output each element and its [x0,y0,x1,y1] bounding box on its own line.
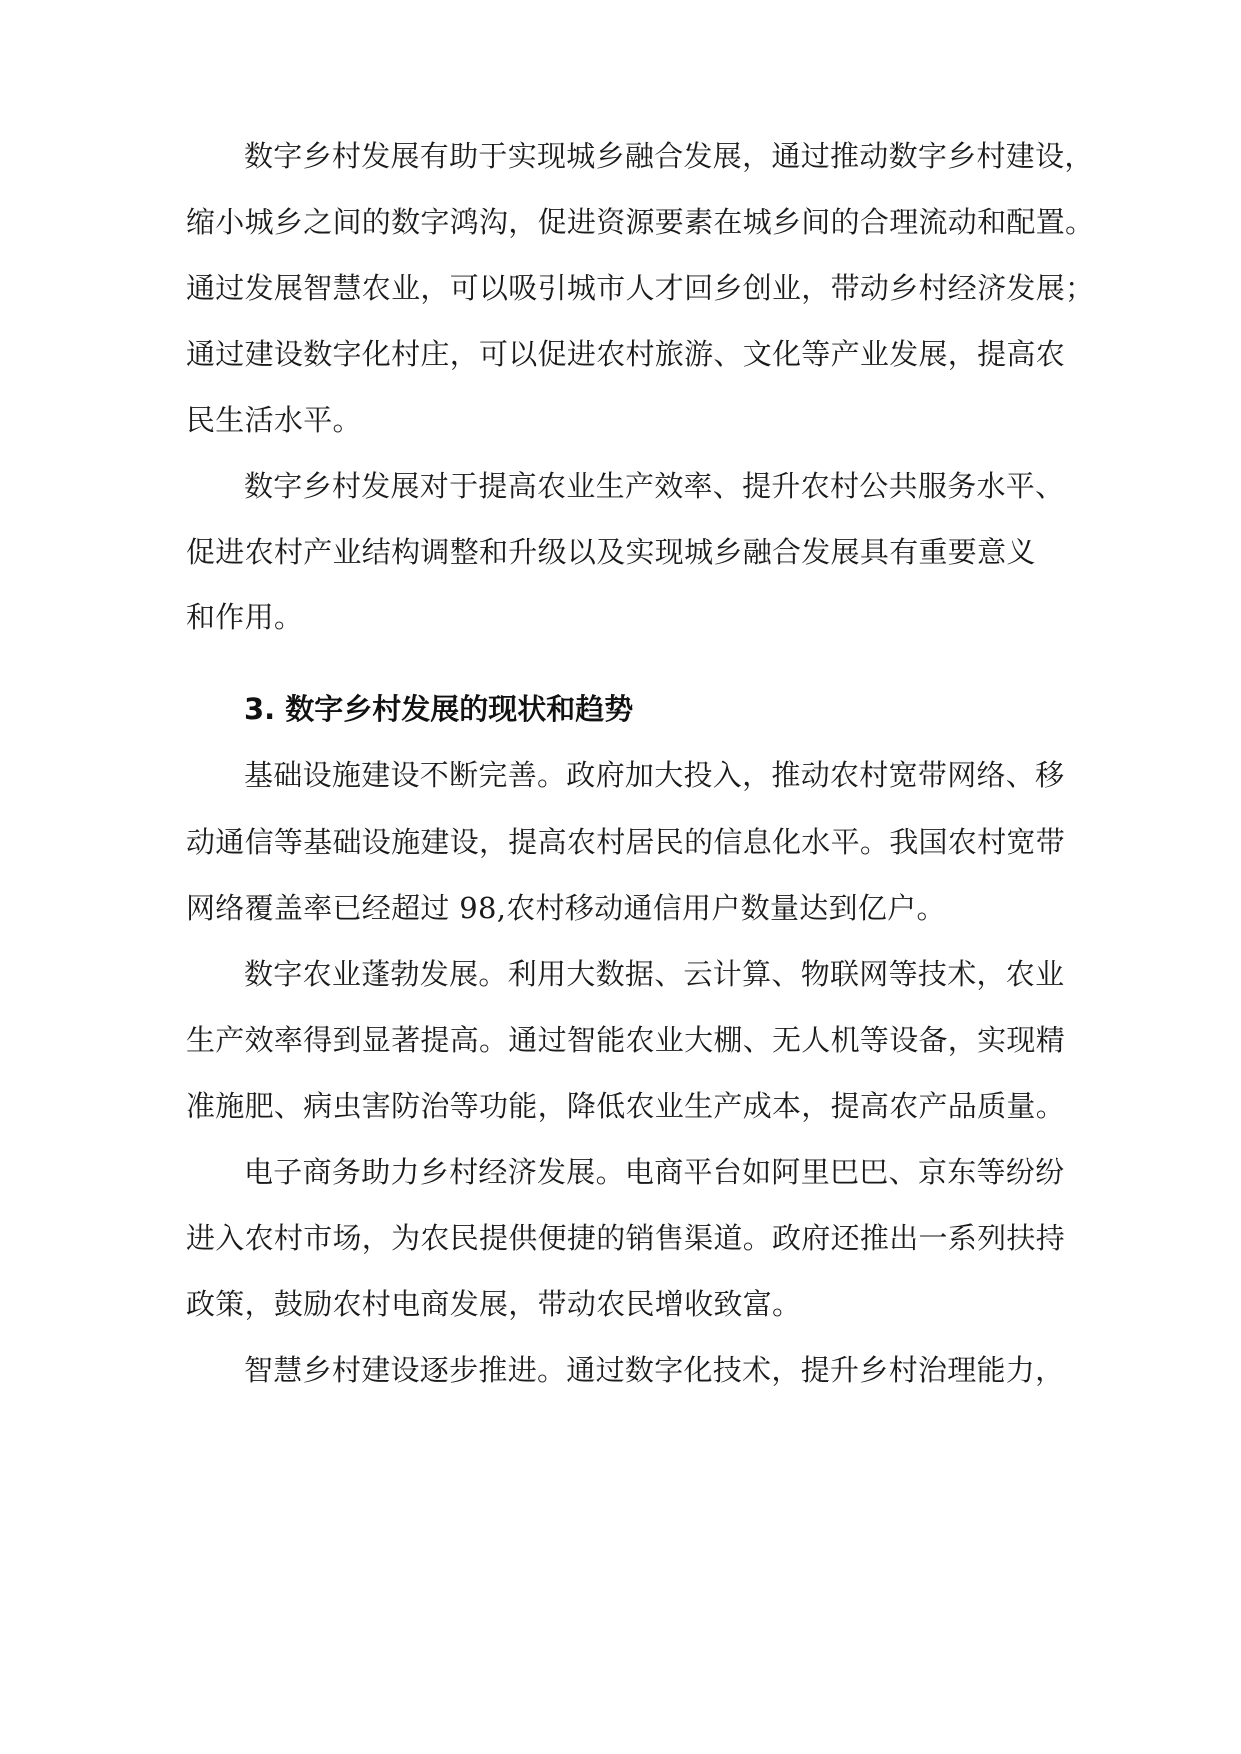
section-paragraph-1-line-2: 动通信等基础设施建设，提高农村居民的信息化水平。我国农村宽带 [186,825,1066,859]
section-paragraph-3-line-3: 政策，鼓励农村电商发展，带动农民增收致富。 [186,1287,802,1321]
paragraph-2-line-3: 和作用。 [186,600,304,634]
paragraph-2-line-1: 数字乡村发展对于提高农业生产效率、提升农村公共服务水平、 [244,469,1065,503]
paragraph-1-line-4: 通过建设数字化村庄，可以促进农村旅游、文化等产业发展，提高农 [186,337,1066,371]
paragraph-1-line-2: 缩小城乡之间的数字鸿沟，促进资源要素在城乡间的合理流动和配置。 [186,205,1095,239]
section-paragraph-3-line-2: 进入农村市场，为农民提供便捷的销售渠道。政府还推出一系列扶持 [186,1221,1066,1255]
section-paragraph-4-line-1: 智慧乡村建设逐步推进。通过数字化技术，提升乡村治理能力， [244,1353,1065,1387]
paragraph-1-line-1: 数字乡村发展有助于实现城乡融合发展，通过推动数字乡村建设， [244,139,1094,173]
section-paragraph-2-line-2: 生产效率得到显著提高。通过智能农业大棚、无人机等设备，实现精 [186,1023,1066,1057]
section-paragraph-3-line-1: 电子商务助力乡村经济发展。电商平台如阿里巴巴、京东等纷纷 [244,1155,1065,1189]
paragraph-1-line-3: 通过发展智慧农业，可以吸引城市人才回乡创业，带动乡村经济发展； [186,271,1095,305]
section-paragraph-2-line-1: 数字农业蓬勃发展。利用大数据、云计算、物联网等技术，农业 [244,957,1065,991]
section-heading: 3. 数字乡村发展的现状和趋势 [244,692,634,726]
paragraph-1-line-5: 民生活水平。 [186,403,362,437]
paragraph-2-line-2: 促进农村产业结构调整和升级以及实现城乡融合发展具有重要意义 [186,535,1036,569]
section-paragraph-2-line-3: 准施肥、病虫害防治等功能，降低农业生产成本，提高农产品质量。 [186,1089,1066,1123]
section-paragraph-1-line-3: 网络覆盖率已经超过 98,农村移动通信用户数量达到亿户。 [186,891,946,925]
section-paragraph-1-line-1: 基础设施建设不断完善。政府加大投入，推动农村宽带网络、移 [244,758,1065,792]
